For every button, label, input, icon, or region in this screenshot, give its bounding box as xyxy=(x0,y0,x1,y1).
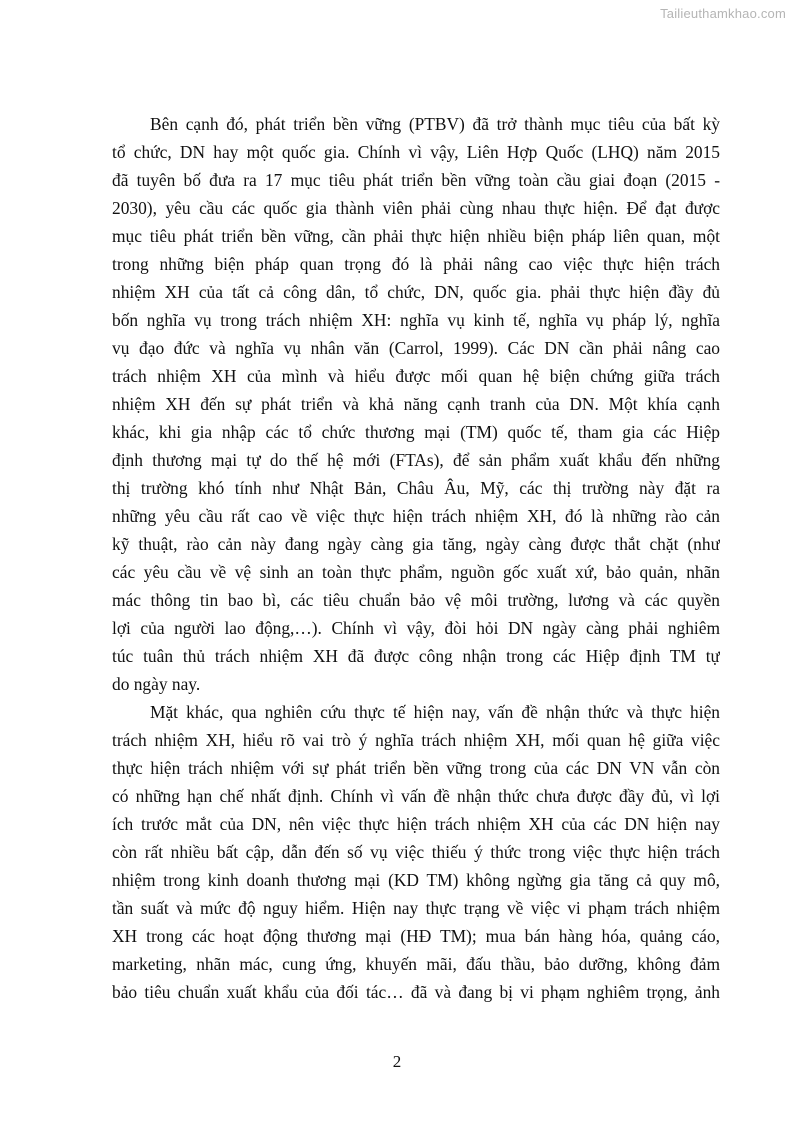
text-line: do ngày nay. xyxy=(112,674,201,694)
text-line: 2030), yêu cầu các quốc gia thành viên phải cùng nhau thực hiện. Để đạt được xyxy=(112,198,720,218)
text-line: Mặt khác, qua nghiên cứu thực tế hiện nay, vấn đề nhận thức và thực hiện xyxy=(150,702,720,722)
text-line: Bên cạnh đó, phát triển bền vững (PTBV) đã trở thành mục tiêu của bất kỳ xyxy=(150,114,720,134)
watermark-text: Tailieuthamkhao.com xyxy=(660,6,786,21)
text-line: lợi của người lao động,…). Chính vì vậy, đòi hỏi DN ngày càng phải nghiêm xyxy=(112,618,720,638)
paragraph-1 xyxy=(112,110,720,698)
text-line: bảo tiêu chuẩn xuất khẩu của đối tác… đã và đang bị vi phạm nghiêm trọng, ảnh xyxy=(112,982,720,1002)
document-body xyxy=(112,110,720,1006)
text-line: trong những biện pháp quan trọng đó là phải nâng cao việc thực hiện trách xyxy=(112,254,720,274)
text-line: còn rất nhiều bất cập, dẫn đến số vụ việc thiếu ý thức trong việc thực hiện trách xyxy=(112,842,720,862)
text-line: đã tuyên bố đưa ra 17 mục tiêu phát triển bền vững toàn cầu giai đoạn (2015 - xyxy=(112,170,720,190)
text-line: thị trường khó tính như Nhật Bản, Châu Âu, Mỹ, các thị trường này đặt ra xyxy=(112,478,720,498)
text-line: marketing, nhãn mác, cung ứng, khuyến mãi, đấu thầu, bảo dưỡng, không đảm xyxy=(112,954,720,974)
text-line: tần suất và mức độ nguy hiểm. Hiện nay thực trạng về việc vi phạm trách nhiệm xyxy=(112,898,720,918)
text-line: mục tiêu phát triển bền vững, cần phải thực hiện nhiều biện pháp liên quan, một xyxy=(112,226,720,246)
text-line: túc tuân thủ trách nhiệm XH đã được công nhận trong các Hiệp định TM tự xyxy=(112,646,720,666)
text-line: tổ chức, DN hay một quốc gia. Chính vì vậy, Liên Hợp Quốc (LHQ) năm 2015 xyxy=(112,142,720,162)
text-line: nhiệm trong kinh doanh thương mại (KD TM) không ngừng gia tăng cả quy mô, xyxy=(112,870,720,890)
text-line: nhiệm XH đến sự phát triển và khả năng cạnh tranh của DN. Một khía cạnh xyxy=(112,394,720,414)
text-line: trách nhiệm XH của mình và hiểu được mối quan hệ biện chứng giữa trách xyxy=(112,366,720,386)
text-line: vụ đạo đức và nghĩa vụ nhân văn (Carrol, 1999). Các DN cần phải nâng cao xyxy=(112,338,720,358)
text-line: khác, khi gia nhập các tổ chức thương mại (TM) quốc tế, tham gia các Hiệp xyxy=(112,422,720,442)
text-line: XH trong các hoạt động thương mại (HĐ TM); mua bán hàng hóa, quảng cáo, xyxy=(112,926,720,946)
text-line: nhiệm XH của tất cả công dân, tổ chức, DN, quốc gia. phải thực hiện đầy đủ xyxy=(112,282,720,302)
text-line: định thương mại tự do thế hệ mới (FTAs), để sản phẩm xuất khẩu đến những xyxy=(112,450,720,470)
text-line: các yêu cầu về vệ sinh an toàn thực phẩm, nguồn gốc xuất xứ, bảo quản, nhãn xyxy=(112,562,720,582)
text-line: thực hiện trách nhiệm với sự phát triển bền vững trong của các DN VN vẫn còn xyxy=(112,758,720,778)
text-line: kỹ thuật, rào cản này đang ngày càng gia tăng, ngày càng được thắt chặt (như xyxy=(112,534,720,554)
text-line: mác thông tin bao bì, các tiêu chuẩn bảo vệ môi trường, lương và các quyền xyxy=(112,590,720,610)
text-line: có những hạn chế nhất định. Chính vì vấn đề nhận thức chưa được đầy đủ, vì lợi xyxy=(112,786,720,806)
text-line: bốn nghĩa vụ trong trách nhiệm XH: nghĩa vụ kinh tế, nghĩa vụ pháp lý, nghĩa xyxy=(112,310,720,330)
page-number: 2 xyxy=(392,1052,402,1071)
paragraph-2 xyxy=(112,698,720,1006)
text-line: trách nhiệm XH, hiểu rõ vai trò ý nghĩa trách nhiệm XH, mối quan hệ giữa việc xyxy=(112,730,720,750)
text-line: những yêu cầu rất cao về việc thực hiện trách nhiệm XH, đó là những rào cản xyxy=(112,506,720,526)
text-line: ích trước mắt của DN, nên việc thực hiện trách nhiệm XH của các DN hiện nay xyxy=(112,814,720,834)
